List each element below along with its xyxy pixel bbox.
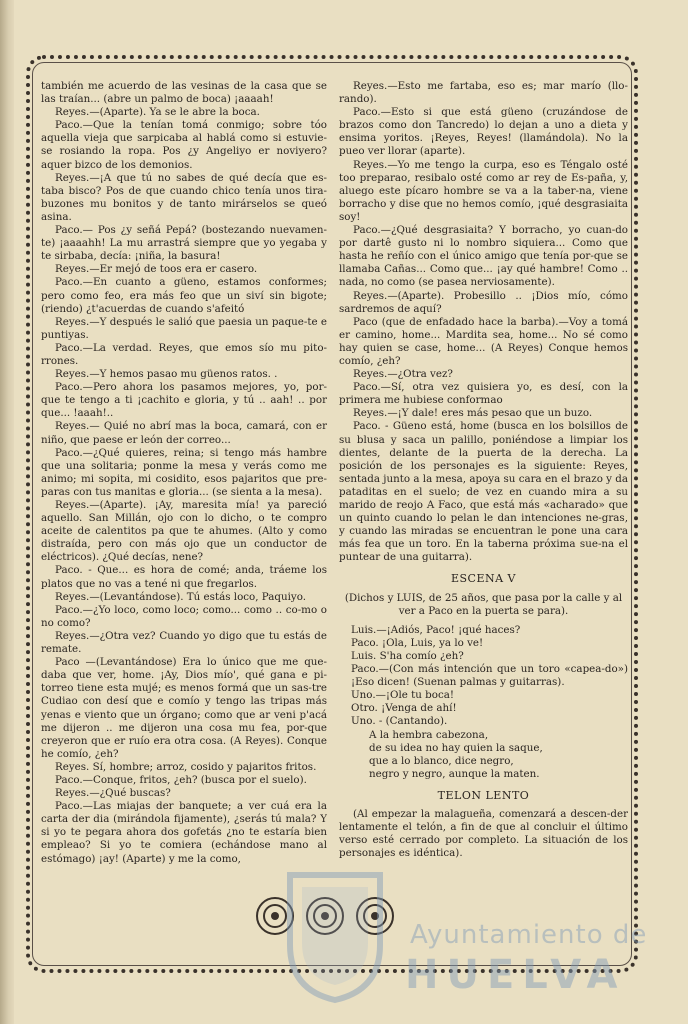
text-paragraph: Reyes.—(Levantándose). Tú estás loco, Paquiyo. <box>55 590 307 603</box>
watermark-line2: HUELVA <box>405 952 626 998</box>
flower-ornament-icon <box>257 898 293 934</box>
text-paragraph: Otro. ¡Venga de ahí! <box>351 702 457 715</box>
text-paragraph: Paco. - Güeno está, home (busca en los bolsillos de su blusa y saca un palillo, poniéndose a limpiar los dientes, delante de la puerta de la derecha. La posición de los personajes es la siguiente: Reyes, sentada junto a la mesa, apoya su cara en el brazo y da pataditas en el suelo; de vez en cuando mira a su marido de reojo A Faco, que está más «acharado» que un quinto cuando lo pelan le dan intenciones ne-gras, y cuando las miradas se encuentran le pone una cara más fea que un toro. En la taberna próxima sue-na el puntear de una guitarra). <box>339 420 628 564</box>
text-paragraph: Luis. S'ha comío ¿eh? <box>351 649 464 662</box>
text-paragraph: Reyes.—(Aparte). Ya se le abre la boca. <box>55 106 260 119</box>
text-paragraph: (Al empezar la malagueña, comenzará a descen-der lentamente el telón, a fin de que al concluir el último verso esté cerrado por completo. La situación de los personajes es idéntica). <box>339 807 628 860</box>
flower-ornaments <box>250 895 400 937</box>
text-paragraph: Paco.—Pero ahora los pasamos mejores, yo, por-que te tengo a ti ¡cachito e gloria, y tú .. aah! .. por que... !aaah!.. <box>41 381 327 420</box>
text-paragraph: Paco.—¿Yo loco, como loco; como... como .. co-mo o no como? <box>41 603 327 629</box>
text-paragraph: Reyes.—¿Qué buscas? <box>55 787 171 800</box>
text-paragraph: Paco.—(Con más intención que un toro «capea-do») ¡Eso dicen! (Suenan palmas y guitarras). <box>351 663 628 689</box>
text-paragraph: Paco.—Conque, fritos, ¿eh? (busca por el suelo). <box>55 773 307 786</box>
verse-line: A la hembra cabezona, <box>369 728 489 741</box>
text-paragraph: Paco. ¡Ola, Luis, ya lo ve! <box>351 636 484 649</box>
verse-line: que a lo blanco, dice negro, <box>369 754 514 767</box>
text-paragraph: Paco —(Levantándose) Era lo único que me que-daba que ver, home. ¡Ay, Dios mío', qué gana e pi-torreo tiene esta mujé; es menos formá que un sas-tre Cudiao con desí que e comío y tengo las tripas más yenas e viento que un órgano; como que ar veni p'acá me dijeron .. me dijeron una cosa mu fea, por-que creyeron que er ruío era otra cosa. (A Reyes). Conque he comío, ¿eh? <box>41 656 327 760</box>
text-paragraph: Uno.—¡Ole tu boca! <box>351 689 455 702</box>
text-paragraph: Reyes.—Er mejó de toos era er casero. <box>55 263 258 276</box>
text-paragraph: Paco.— Pos ¿y señá Pepá? (bostezando nuevamen-te) ¡aaaahh! La mu arrastrá siempre que yo yegaba y te sirbaba, decía: ¡niña, la basura! <box>41 224 327 263</box>
text-paragraph: también me acuerdo de las vesinas de la casa que se las traían... (abre un palmo de boca) ¡aaaah! <box>41 80 327 106</box>
text-paragraph: Paco.—Esto si que está güeno (cruzándose de brazos como don Tancredo) lo dejan a uno a dieta y ensima yoritos. ¡Reyes, Reyes! (llamándola). No la pueo ver llorar (aparte). <box>339 106 628 158</box>
right-text-column <box>339 80 628 880</box>
text-paragraph: Reyes.—¡Y dale! eres más pesao que un buzo. <box>353 407 593 420</box>
text-paragraph: Reyes.—Yo me tengo la curpa, eso es Téngalo osté too preparao, resibalo osté como ar rey de Es-paña, y, aluego este pícaro hombre se va a la taber-na, viene borracho y dise que no hemos comío, ¡qué desgrasiaita soy! <box>339 158 628 223</box>
text-paragraph: Reyes.—Y hemos pasao mu güenos ratos. . <box>55 368 278 381</box>
text-paragraph: Paco.—Las miajas der banquete; a ver cuá era la carta der dia (mirándola fijamente), ¿serás tú mala? Y si yo te pegara ahora dos gofetás ¿no te estaría bien empleao? Si yo te comiera (echándose mano al estómago) ¡ay! (Aparte) y me la como, <box>41 800 327 865</box>
text-paragraph: Reyes.—¿Otra vez? Cuando yo digo que tu estás de remate. <box>41 629 327 656</box>
text-paragraph: (Dichos y LUIS, de 25 años, que pasa por la calle y al ver a Paco en la puerta se para). <box>344 591 623 617</box>
text-paragraph: Paco.—En cuanto a güeno, estamos conformes; pero como feo, era más feo que un siví sin bigote; (riendo) ¿t'acuerdas de cuando s'afeitó <box>41 276 327 315</box>
text-paragraph: Reyes.— Quié no abrí mas la boca, camará, con er niño, que paese er león der correo... <box>41 420 327 446</box>
text-paragraph: Reyes.—Y después le salió que paesia un paque-te e puntiyas. <box>41 315 327 341</box>
text-paragraph: Reyes.—¡A que tú no sabes de qué decía que es-taba bisco? Pos de que cuando chico tenía unos tira-buzones mu bonitos y de tanto mirárselos se queó asina. <box>41 171 327 223</box>
text-paragraph: Reyes.—(Aparte). Probesillo .. ¡Dios mío, cómo sardremos de aquí? <box>339 289 628 315</box>
left-text-column <box>41 80 327 870</box>
text-paragraph: Uno. - (Cantando). <box>351 715 448 728</box>
scene-heading: TELON LENTO <box>437 788 530 802</box>
text-paragraph: Paco.—Que la tenían tomá conmigo; sobre tóo aquella vieja que sarpicaba al hablá como si estuvie-se rosiando la ropa. Pos ¿y Angeliyo er noviyero? aquer bizco de los demonios. <box>41 119 327 171</box>
flower-ornament-icon <box>307 898 343 934</box>
text-paragraph: Reyes. Sí, hombre; arroz, cosido y pajaritos fritos. <box>55 760 317 773</box>
text-paragraph: Reyes.—Esto me fartaba, eso es; mar marío (llo-rando). <box>339 80 628 106</box>
text-paragraph: Luis.—¡Adiós, Paco! ¡qué haces? <box>351 623 521 636</box>
verse-line: negro y negro, aunque la maten. <box>369 767 540 780</box>
text-paragraph: Reyes.—¿Otra vez? <box>353 368 453 381</box>
text-paragraph: Paco.—Sí, otra vez quisiera yo, es desí, con la primera me hubiese conformao <box>339 381 628 407</box>
watermark-line1: Ayuntamiento de <box>410 920 648 950</box>
text-paragraph: Paco. - Que... es hora de comé; anda, tráeme los platos que no vas a tené ni que fregarlos. <box>41 564 327 590</box>
text-paragraph: Paco.—¿Qué desgrasiaita? Y borracho, yo cuan-do por dartê gusto ni lo nombro siquiera... Como que hasta he reñío con el único amigo que tenía por-que se llamaba Cañas... Como que... ¡ay qué hambre! Como .. nada, no como (se pasea nerviosamente). <box>339 224 628 289</box>
flower-ornament-icon <box>357 898 393 934</box>
text-paragraph: Reyes.—(Aparte). ¡Ay, maresita mía! ya pareció aquello. San Millán, ojo con lo dicho, o te compro aceite de calentitos pa que te ahumes. (Alto y como distraída, pero con más ojo que un conductor de eléctricos). ¿Qué decías, nene? <box>41 499 327 564</box>
book-spine <box>0 0 14 1024</box>
verse-line: de su idea no hay quien la saque, <box>369 741 543 754</box>
text-paragraph: Paco.—¿Qué quieres, reina; si tengo más hambre que una solitaria; ponme la mesa y verás como me animo; mi sopita, mi cosidito, esos pajaritos que pre-paras con tus manitas e gloria... (se sienta a la mesa). <box>41 446 327 498</box>
scene-heading: ESCENA V <box>450 572 517 586</box>
text-paragraph: Paco.—La verdad. Reyes, que emos sío mu pito-rrones. <box>41 341 327 367</box>
text-paragraph: Paco (que de enfadado hace la barba).—Voy a tomá er camino, home... Mardita sea, home... No sé como hay quien se case, home... (A Reyes) Conque hemos comío, ¿eh? <box>339 315 628 367</box>
